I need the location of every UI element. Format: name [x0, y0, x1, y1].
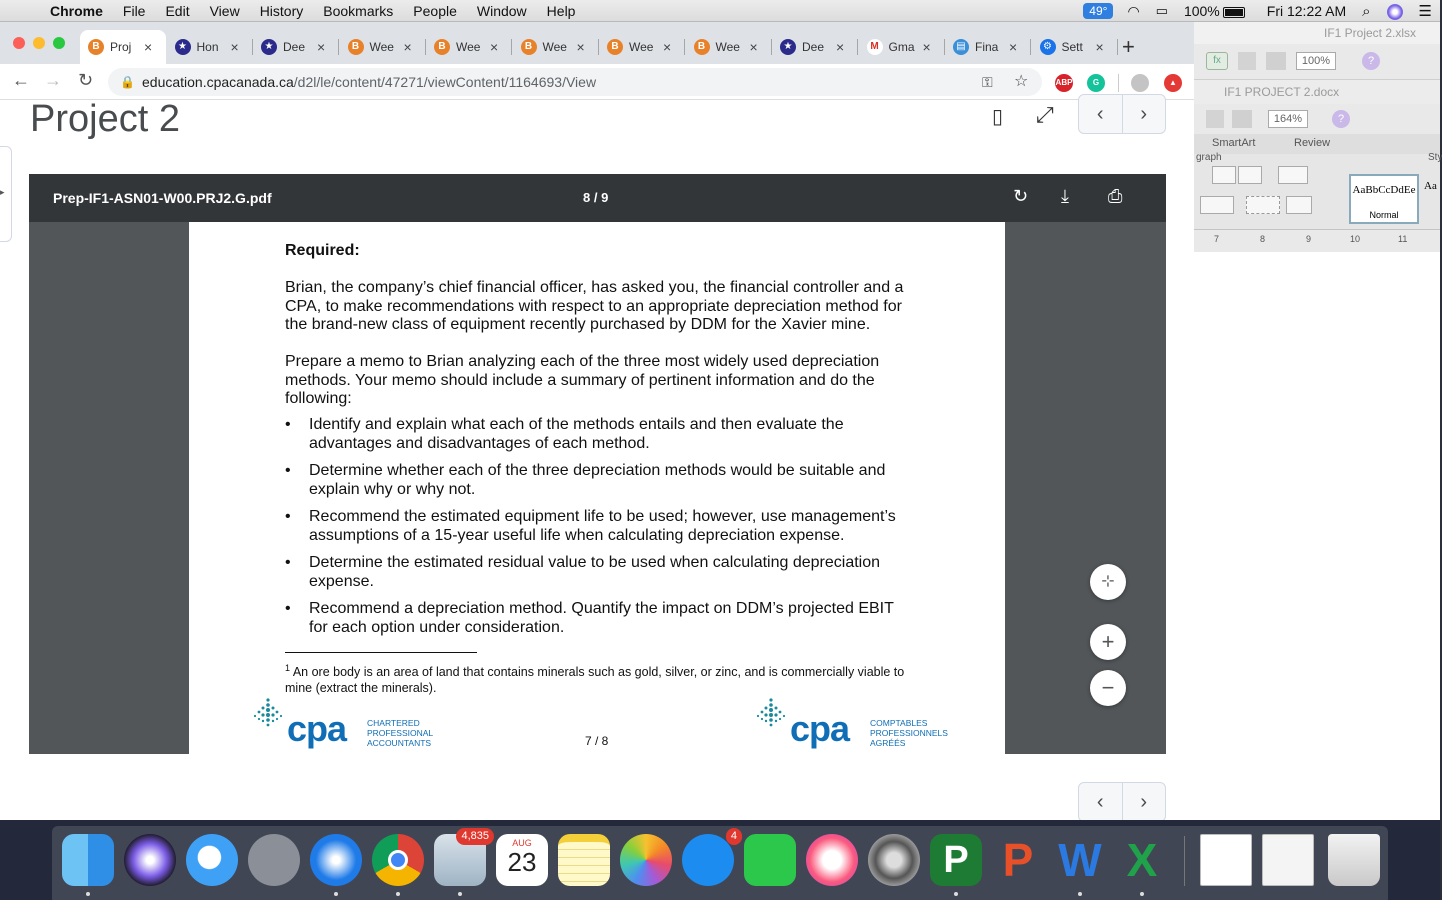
cpa-maple-leaf-icon [754, 696, 788, 732]
messages-icon[interactable] [186, 834, 238, 886]
paragraph-memo: Prepare a memo to Brian analyzing each of the three most widely used depreciation methods. Your memo should include a summary of pertinent information and do the following: [285, 353, 880, 407]
lock-icon[interactable]: 🔒 [120, 75, 135, 89]
ruler-mark: 7 [1214, 234, 1220, 244]
tab-title: Wee [369, 40, 394, 54]
profile-avatar-icon[interactable] [1131, 74, 1149, 92]
tab-close-icon[interactable]: × [490, 39, 499, 55]
ribbon-group-label: graph [1196, 152, 1222, 163]
zoom-window-button[interactable] [53, 37, 65, 49]
tab-title: Dee [283, 40, 306, 54]
cpa-wordmark: cpa [790, 708, 850, 749]
tab-favicon-icon: ⚙ [1040, 39, 1056, 55]
word-print-icon[interactable] [1232, 110, 1252, 128]
browser-tab[interactable] [167, 30, 253, 64]
tab-close-icon[interactable]: × [663, 39, 672, 55]
tab-favicon-icon: ★ [175, 39, 191, 55]
browser-tab[interactable] [340, 30, 426, 64]
ruler-mark: 8 [1260, 234, 1266, 244]
download-icon[interactable]: ⤓ [1061, 186, 1069, 206]
ruler-mark: 11 [1398, 234, 1408, 244]
tab-title: Wee [542, 40, 567, 54]
menu-bookmarks[interactable]: Bookmarks [323, 2, 394, 19]
ruler-mark: 10 [1350, 234, 1361, 244]
fit-to-page-button[interactable]: ⊹ [1090, 564, 1126, 600]
word-icon[interactable]: W [1058, 834, 1102, 886]
ruler-mark: 9 [1306, 234, 1312, 244]
line-spacing-icon[interactable] [1200, 196, 1234, 214]
browser-tab[interactable] [426, 30, 512, 64]
trash-icon[interactable] [1328, 834, 1380, 886]
menu-edit[interactable]: Edit [165, 2, 190, 19]
battery-icon [1223, 7, 1245, 18]
tab-favicon-icon: B [694, 39, 710, 55]
minimize-window-button[interactable] [33, 37, 45, 49]
excel-icon[interactable]: X [1126, 834, 1158, 886]
tab-strip [0, 22, 1194, 64]
requirements-list [285, 416, 915, 646]
running-indicator [954, 892, 958, 896]
spotlight-icon[interactable]: ⌕ [1362, 2, 1371, 20]
facetime-icon[interactable] [744, 834, 796, 886]
ribbon-tab-smartart[interactable]: SmartArt [1212, 137, 1256, 149]
footnote [285, 660, 905, 696]
word-page[interactable] [1194, 252, 1440, 832]
pdf-filename: Prep-IF1-ASN01-W00.PRJ2.G.pdf [53, 190, 272, 206]
print-icon[interactable]: ⎙ [1108, 186, 1123, 206]
tab-title: Dee [802, 40, 825, 54]
list-item: • Recommend the estimated equipment life to be used; however, use management’s assumptions of a 15-year useful life when calculating depreciation expense. [285, 508, 915, 545]
word-view-icon[interactable] [1206, 110, 1224, 128]
browser-tab[interactable] [945, 30, 1031, 64]
style-name: Normal [1369, 210, 1399, 220]
bookmark-star-icon[interactable]: ☆ [1014, 73, 1029, 90]
menu-app-chrome[interactable]: Chrome [50, 2, 103, 19]
calendar-icon[interactable] [496, 834, 548, 886]
zoom-out-button[interactable]: − [1090, 670, 1126, 706]
word-window-title[interactable]: IF1 PROJECT 2.docx [1194, 80, 1440, 104]
document-thumbnail-icon[interactable] [1200, 834, 1252, 886]
tab-close-icon[interactable]: × [144, 39, 153, 55]
system-preferences-icon[interactable] [868, 834, 920, 886]
tab-title: Proj [110, 40, 132, 54]
siri-icon[interactable] [1379, 2, 1411, 19]
adblock-extension-icon[interactable]: ABP [1055, 74, 1073, 92]
fullscreen-expand-icon[interactable]: ⤢ [1036, 102, 1054, 127]
tab-title: Wee [715, 40, 740, 54]
ribbon-tab-review[interactable]: Review [1294, 137, 1331, 149]
excel-window-title[interactable]: IF1 Project 2.xlsx [1324, 26, 1417, 40]
footnote-mark: 1 [285, 663, 291, 673]
mail-unread-badge: 4,835 [456, 828, 494, 845]
menu-help[interactable]: Help [546, 2, 576, 19]
browser-tab[interactable] [772, 30, 858, 64]
tab-favicon-icon: ★ [780, 39, 796, 55]
browser-tab[interactable] [513, 30, 599, 64]
browser-tab[interactable] [686, 30, 772, 64]
tab-close-icon[interactable]: × [836, 39, 845, 55]
word-ribbon [1194, 154, 1440, 230]
notes-icon[interactable] [558, 834, 610, 886]
required-heading: Required: [285, 242, 360, 259]
background-office-windows [1194, 22, 1440, 832]
zoom-in-button[interactable]: + [1090, 624, 1126, 660]
topic-pager-bottom [1078, 782, 1166, 822]
list-item: • Identify and explain what each of the methods entails and then evaluate the advantages and disadvantages of each method. [285, 416, 915, 453]
tab-favicon-icon: B [434, 39, 450, 55]
update-icon[interactable]: ▲ [1164, 74, 1182, 92]
running-indicator [1140, 892, 1144, 896]
menu-bar [0, 0, 1440, 22]
tab-title: Fina [975, 40, 999, 54]
sidebar-toggle[interactable]: ▸ [0, 146, 12, 242]
style-normal[interactable] [1349, 174, 1419, 224]
menu-file[interactable]: File [122, 2, 146, 19]
list-item: • Determine the estimated residual value to be used when calculating depreciation expense. [285, 554, 915, 591]
running-indicator [334, 892, 338, 896]
function-icon[interactable]: fx [1206, 52, 1228, 70]
key-icon[interactable]: ⚿ [982, 74, 993, 90]
footnote-divider [285, 652, 477, 653]
next-topic-button[interactable]: › [1140, 103, 1148, 125]
ribbon-group-label-right: Sty [1428, 152, 1442, 163]
powerpoint-icon[interactable]: P [1002, 834, 1034, 886]
excel-zoom[interactable]: 100% [1296, 52, 1336, 70]
tab-close-icon[interactable]: × [1095, 39, 1104, 55]
pdf-page [189, 222, 1005, 754]
indent-increase-icon[interactable] [1238, 166, 1262, 184]
page-content [0, 100, 1194, 820]
cpa-tagline-line: ACCOUNTANTS [367, 738, 432, 748]
wifi-icon[interactable]: ◠ [1127, 2, 1140, 19]
tab-close-icon[interactable]: × [922, 39, 931, 55]
browser-tab[interactable] [599, 30, 685, 64]
address-bar[interactable] [108, 68, 1042, 96]
siri-icon[interactable] [124, 834, 176, 886]
running-indicator [1078, 892, 1082, 896]
tab-close-icon[interactable]: × [749, 39, 758, 55]
cpa-tagline-line: PROFESSIONAL [367, 728, 434, 738]
battery-status[interactable] [1176, 3, 1253, 19]
excel-toolbar [1194, 44, 1440, 80]
excel-view-icon[interactable] [1238, 52, 1256, 70]
menu-history[interactable]: History [259, 2, 304, 19]
tab-favicon-icon: B [607, 39, 623, 55]
launchpad-icon[interactable] [248, 834, 300, 886]
safari-icon[interactable] [310, 834, 362, 886]
url-path: /d2l/le/content/47271/viewContent/1164693/View [293, 74, 597, 90]
list-item: • Recommend a depreciation method. Quantify the impact on DDM’s projected EBIT for each option under consideration. [285, 600, 915, 637]
cpa-tagline [367, 718, 433, 748]
tab-close-icon[interactable]: × [317, 39, 326, 55]
running-indicator [458, 892, 462, 896]
pdf-page-indicator: 8 / 9 [583, 190, 609, 205]
dock [52, 826, 1388, 900]
word-zoom[interactable]: 164% [1268, 110, 1308, 128]
tab-title: Gma [888, 40, 915, 54]
forward-button[interactable]: → [44, 70, 62, 90]
running-indicator [86, 892, 90, 896]
previous-topic-button[interactable]: ‹ [1079, 95, 1123, 133]
list-item: • Determine whether each of the three depreciation methods would be suitable and explain why or why not. [285, 462, 915, 499]
cpa-tagline-line: COMPTABLES [870, 718, 928, 728]
cpa-tagline [870, 718, 948, 748]
grammarly-extension-icon[interactable]: G [1087, 74, 1105, 92]
downloads-stack-icon[interactable] [1262, 834, 1314, 886]
topic-pager-top [1078, 94, 1166, 134]
app-store-badge: 4 [726, 828, 742, 845]
pdf-toolbar [29, 174, 1166, 222]
mail-icon[interactable] [434, 830, 489, 886]
shading-icon[interactable] [1286, 196, 1312, 214]
word-toolbar [1194, 104, 1440, 134]
chrome-icon[interactable] [372, 834, 424, 886]
page-title: Project 2 [30, 98, 180, 140]
next-topic-button[interactable]: › [1140, 791, 1148, 813]
browser-tab[interactable] [859, 30, 945, 64]
tab-title: Hon [196, 40, 219, 54]
browser-tab[interactable] [253, 30, 339, 64]
cpa-wordmark: cpa [287, 708, 347, 749]
browser-tab[interactable] [1032, 30, 1118, 64]
close-window-button[interactable] [13, 37, 25, 49]
project-icon[interactable]: P [930, 834, 982, 886]
menu-window[interactable]: Window [476, 2, 527, 19]
pdf-viewer [29, 174, 1166, 754]
browser-toolbar [0, 64, 1194, 100]
cpa-tagline-line: PROFESSIONNELS [870, 728, 948, 738]
style-next[interactable]: Aa [1424, 180, 1437, 192]
bookmark-icon[interactable]: ▯ [992, 106, 1004, 128]
menu-people[interactable]: People [413, 2, 457, 19]
new-tab-button[interactable]: + [1122, 34, 1135, 59]
tab-title: Wee [629, 40, 654, 54]
calendar-month: AUG [512, 838, 532, 848]
tab-title: Sett [1061, 40, 1083, 54]
tab-close-icon[interactable]: × [576, 39, 585, 55]
paragraph-brian: Brian, the company’s chief financial officer, has asked you, the financial controller and a CPA, to make recommendations with respect to an appropriate depreciation method for the brand-new class of equipment recently purchased by DDM for the Xavier mine. [285, 279, 904, 333]
photos-icon[interactable] [620, 834, 672, 886]
footnote-text: An ore body is an area of land that contains minerals such as gold, silver, or zinc, and is commercially viable to mine (extract the minerals). [285, 665, 905, 696]
url-host: education.cpacanada.ca [142, 74, 294, 90]
menu-view[interactable]: View [209, 2, 240, 19]
weather-status[interactable]: 49° [1083, 3, 1113, 19]
app-store-icon[interactable] [682, 830, 737, 886]
tab-separator [1117, 39, 1118, 55]
tab-favicon-icon: M [867, 39, 883, 55]
columns-icon[interactable] [1278, 166, 1308, 184]
cpa-tagline-line: AGRÉÉS [870, 738, 906, 748]
borders-icon[interactable] [1246, 196, 1280, 214]
rotate-icon[interactable]: ↻ [1013, 186, 1029, 206]
clock[interactable]: Fri 12:22 AM [1266, 3, 1347, 19]
tab-close-icon[interactable]: × [403, 39, 412, 55]
excel-help-icon[interactable]: ? [1362, 52, 1380, 70]
airplay-icon[interactable]: ▭ [1155, 3, 1168, 18]
style-preview: AaBbCcDdEe [1352, 184, 1416, 196]
running-indicator [396, 892, 400, 896]
ruler [1194, 230, 1440, 252]
excel-print-icon[interactable] [1266, 52, 1286, 70]
tab-favicon-icon: ★ [261, 39, 277, 55]
tab-close-icon[interactable]: × [1009, 39, 1018, 55]
battery-percent: 100% [1183, 3, 1220, 19]
indent-decrease-icon[interactable] [1212, 166, 1236, 184]
tab-title: Wee [456, 40, 481, 54]
word-help-icon[interactable]: ? [1332, 110, 1350, 128]
toolbar-divider [1118, 74, 1119, 92]
back-button[interactable]: ← [12, 70, 30, 90]
browser-tab[interactable] [80, 30, 166, 64]
printed-page-number: 7 / 8 [585, 734, 609, 748]
calendar-day: 23 [507, 847, 537, 877]
tab-favicon-icon: ▤ [953, 39, 969, 55]
ribbon-tabs [1194, 134, 1440, 154]
tab-favicon-icon: B [88, 39, 104, 55]
dock-separator [1184, 836, 1185, 886]
notification-center-icon[interactable]: ☰ [1418, 3, 1432, 20]
finder-icon[interactable] [62, 834, 114, 886]
previous-topic-button[interactable]: ‹ [1079, 783, 1123, 821]
tab-favicon-icon: B [348, 39, 364, 55]
cpa-tagline-line: CHARTERED [367, 718, 420, 728]
reload-button[interactable]: ↻ [78, 70, 94, 90]
tab-favicon-icon: B [521, 39, 537, 55]
cpa-maple-leaf-icon [251, 696, 285, 732]
music-icon[interactable] [806, 834, 858, 886]
tab-close-icon[interactable]: × [230, 39, 239, 55]
chrome-window [0, 22, 1194, 820]
